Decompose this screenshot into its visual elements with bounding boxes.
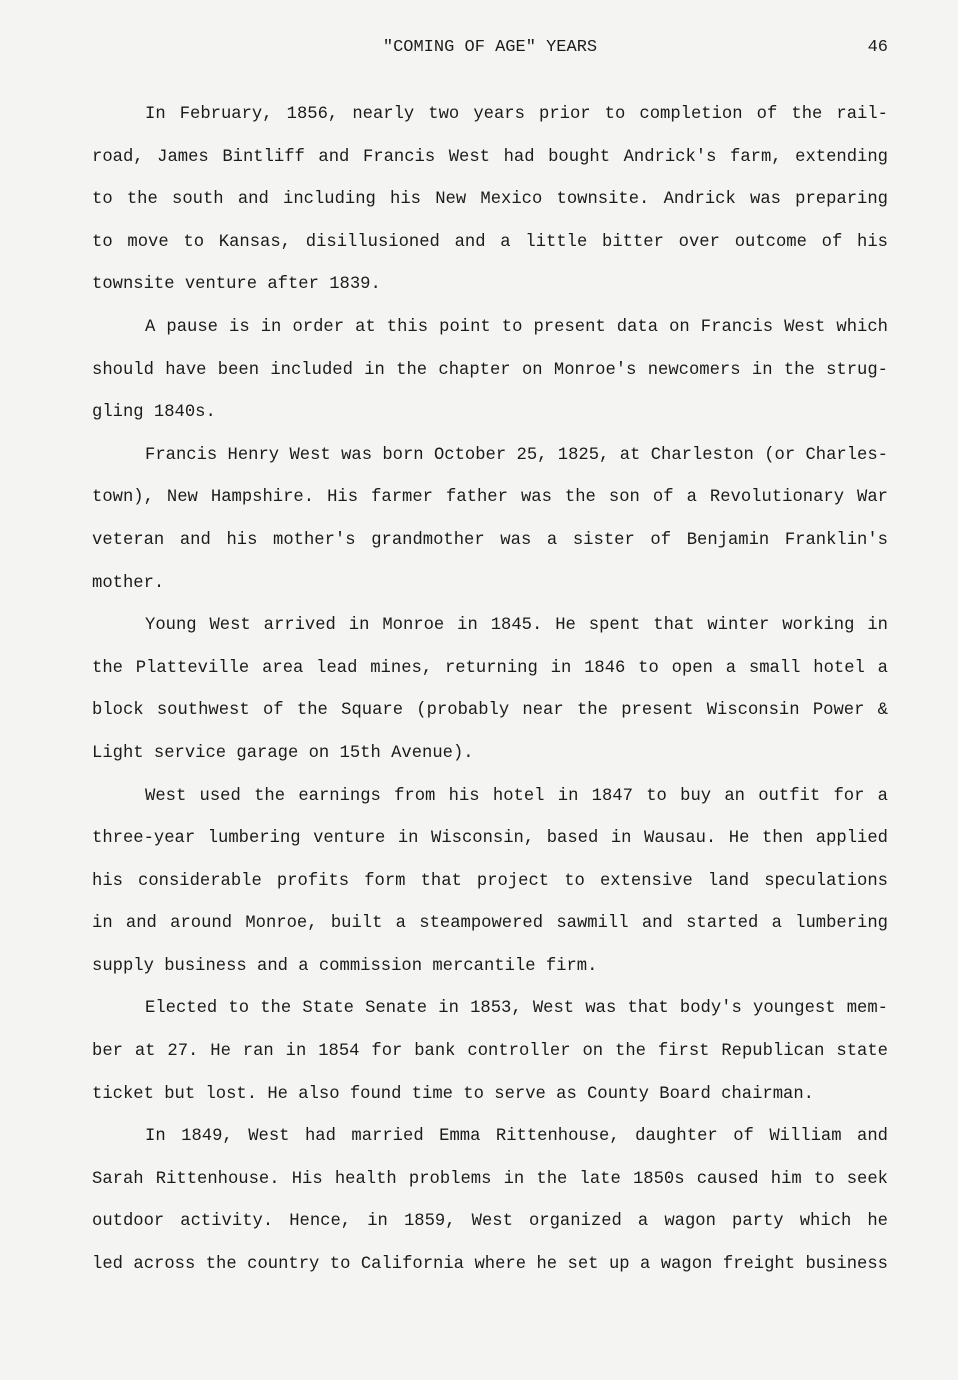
paragraph (92, 94, 888, 307)
text-line: ticket but lost. He also found time to serve as County Board chairman. (92, 1084, 814, 1104)
text-line: In 1849, West had married Emma Rittenhouse, daughter of William and (145, 1127, 888, 1147)
text-line: Sarah Rittenhouse. His health problems in the late 1850s caused him to seek (92, 1169, 888, 1189)
text-line: outdoor activity. Hence, in 1859, West organized a wagon party which he (92, 1212, 888, 1232)
paragraph (92, 605, 888, 775)
text-line: road, James Bintliff and Francis West had bought Andrick's farm, extending (92, 147, 888, 167)
text-line: A pause is in order at this point to present data on Francis West which (145, 317, 888, 337)
paragraph (92, 307, 888, 435)
text-line: to the south and including his New Mexico townsite. Andrick was preparing (92, 190, 888, 210)
text-line: three-year lumbering venture in Wisconsin, based in Wausau. He then applied (92, 829, 888, 849)
text-line: veteran and his mother's grandmother was a sister of Benjamin Franklin's (92, 530, 888, 550)
text-line: mother. (92, 573, 165, 593)
running-header (92, 38, 888, 64)
text-line: the Platteville area lead mines, returning in 1846 to open a small hotel a (92, 658, 888, 678)
text-line: his considerable profits form that project to extensive land speculations (92, 871, 888, 891)
text-line: In February, 1856, nearly two years prior to completion of the rail- (145, 105, 888, 124)
text-line: Elected to the State Senate in 1853, West was that body's youngest mem- (145, 999, 888, 1019)
text-line: gling 1840s. (92, 403, 216, 423)
paragraph (92, 435, 888, 605)
text-line: West used the earnings from his hotel in 1847 to buy an outfit for a (145, 786, 888, 806)
paragraph (92, 1116, 888, 1286)
text-line: Francis Henry West was born October 25, 1825, at Charleston (or Charles- (145, 445, 888, 465)
text-line: should have been included in the chapter on Monroe's newcomers in the strug- (92, 360, 888, 380)
text-line: to move to Kansas, disillusioned and a little bitter over outcome of his (92, 232, 888, 252)
text-line: led across the country to California where he set up a wagon freight business (92, 1255, 888, 1275)
paragraph (92, 776, 888, 989)
text-line: supply business and a commission mercantile firm. (92, 956, 598, 976)
text-line: townsite venture after 1839. (92, 275, 381, 295)
body-text (92, 94, 888, 1287)
text-line: ber at 27. He ran in 1854 for bank controller on the first Republican state (92, 1042, 888, 1062)
text-line: town), New Hampshire. His farmer father was the son of a Revolutionary War (92, 488, 888, 508)
paragraph (92, 988, 888, 1116)
text-line: in and around Monroe, built a steampowered sawmill and started a lumbering (92, 914, 888, 934)
page-number: 46 (867, 38, 888, 57)
chapter-title: "COMING OF AGE" YEARS (382, 38, 598, 57)
text-line: Light service garage on 15th Avenue). (92, 743, 474, 763)
text-line: Young West arrived in Monroe in 1845. He spent that winter working in (145, 616, 888, 636)
text-line: block southwest of the Square (probably near the present Wisconsin Power & (92, 701, 888, 721)
